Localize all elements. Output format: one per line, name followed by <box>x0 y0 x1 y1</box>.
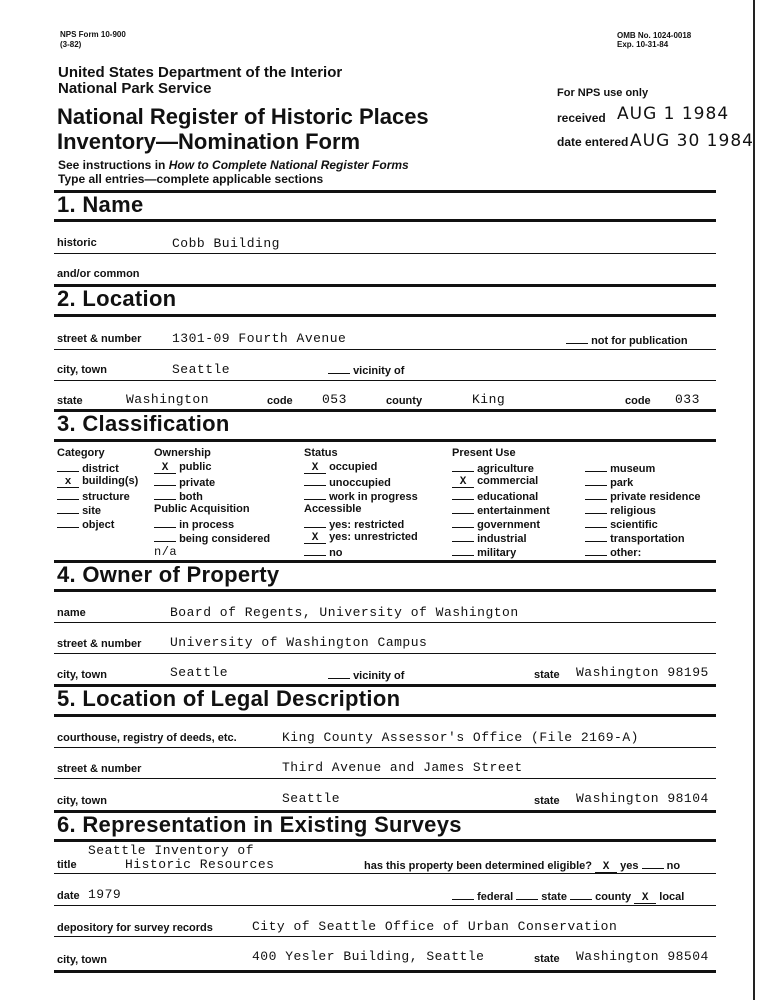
date-entered-label: date entered <box>557 135 629 149</box>
survey-level: federal state county X local <box>452 889 684 904</box>
form-revision: (3-82) <box>60 40 82 49</box>
street-label: street & number <box>57 333 142 345</box>
city-label: city, town <box>57 364 107 376</box>
field-line <box>54 747 716 748</box>
category-site: site <box>57 503 101 517</box>
survey-title-label: title <box>57 859 77 871</box>
field-line <box>54 905 716 906</box>
owner-street-label: street & number <box>57 638 142 650</box>
section-rule <box>54 839 716 842</box>
use-commercial: X commercial <box>452 475 538 488</box>
ownership-public: X public <box>154 461 211 474</box>
vicinity-label: vicinity of <box>328 363 404 377</box>
common-name-label: and/or common <box>57 268 140 280</box>
section-rule <box>54 219 716 222</box>
section-rule <box>54 314 716 317</box>
accessible-heading: Accessible <box>304 503 362 515</box>
section-rule <box>54 190 716 193</box>
survey-title-line2: Historic Resources <box>125 857 275 872</box>
depository-value: City of Seattle Office of Urban Conservation <box>252 919 618 934</box>
use-other: other: <box>585 545 641 559</box>
use-transportation: transportation <box>585 531 685 545</box>
instructions-line2: Type all entries—complete applicable sections <box>58 172 324 186</box>
section-3-title: 3. Classification <box>57 411 230 436</box>
category-district: district <box>57 461 119 475</box>
accessible-unrestricted: X yes: unrestricted <box>304 531 418 544</box>
historic-name: Cobb Building <box>172 236 280 251</box>
form-number: NPS Form 10-900 <box>60 30 126 39</box>
section-2-title: 2. Location <box>57 286 177 311</box>
owner-street-value: University of Washington Campus <box>170 635 428 650</box>
eligible-question: has this property been determined eligible? X yes no <box>364 860 681 873</box>
historic-label: historic <box>57 237 97 249</box>
survey-state-label: state <box>534 953 560 965</box>
courthouse-label: courthouse, registry of deeds, etc. <box>57 732 237 744</box>
expiration: Exp. 10-31-84 <box>617 40 669 49</box>
code-value: 053 <box>322 392 347 407</box>
courthouse-value: King County Assessor's Office (File 2169-A) <box>282 730 639 745</box>
agency-line1: United States Department of the Interior <box>58 64 343 81</box>
survey-title-line1: Seattle Inventory of <box>88 843 255 858</box>
received-label: received <box>557 111 606 125</box>
field-line <box>54 349 716 350</box>
section-rule <box>54 589 716 592</box>
acquisition-in-process: in process <box>154 517 234 531</box>
legal-city-value: Seattle <box>282 791 341 806</box>
field-line <box>54 936 716 937</box>
legal-street-label: street & number <box>57 763 142 775</box>
city-value: Seattle <box>172 362 231 377</box>
date-entered-stamp: AUG 30 1984 <box>630 131 754 151</box>
legal-state-value: Washington 98104 <box>576 791 709 806</box>
accessible-restricted: yes: restricted <box>304 517 404 531</box>
category-heading: Category <box>57 447 105 459</box>
not-for-publication: not for publication <box>566 333 688 347</box>
status-occupied: X occupied <box>304 461 377 474</box>
acquisition-note: n/a <box>154 545 178 559</box>
section-rule <box>54 714 716 717</box>
owner-name-label: name <box>57 607 86 619</box>
county-value: King <box>472 392 506 407</box>
section-rule <box>54 439 716 442</box>
category-buildings: x building(s) <box>57 475 138 488</box>
owner-vicinity: vicinity of <box>328 668 404 682</box>
section-rule <box>54 970 716 973</box>
legal-city-label: city, town <box>57 795 107 807</box>
omb-number: OMB No. 1024-0018 <box>617 31 692 40</box>
county-code-value: 033 <box>675 392 700 407</box>
nps-use-heading: For NPS use only <box>557 87 649 99</box>
county-label: county <box>386 395 423 407</box>
street-value: 1301-09 Fourth Avenue <box>172 331 347 346</box>
survey-state-value: Washington 98504 <box>576 949 709 964</box>
section-6-title: 6. Representation in Existing Surveys <box>57 812 462 837</box>
form-title-line2: Inventory—Nomination Form <box>57 129 361 154</box>
use-entertainment: entertainment <box>452 503 550 517</box>
section-5-title: 5. Location of Legal Description <box>57 686 401 711</box>
use-park: park <box>585 475 633 489</box>
use-government: government <box>452 517 540 531</box>
field-line <box>54 253 716 254</box>
survey-city-value: 400 Yesler Building, Seattle <box>252 949 485 964</box>
legal-state-label: state <box>534 795 560 807</box>
owner-state-value: Washington 98195 <box>576 665 709 680</box>
section-4-title: 4. Owner of Property <box>57 562 280 587</box>
status-work-in-progress: work in progress <box>304 489 418 503</box>
ownership-private: private <box>154 475 215 489</box>
field-line <box>54 873 716 874</box>
accessible-no: no <box>304 545 343 559</box>
field-line <box>54 622 716 623</box>
ownership-heading: Ownership <box>154 447 211 459</box>
survey-city-label: city, town <box>57 954 107 966</box>
instructions-line1: See instructions in How to Complete National Register Forms <box>58 158 409 172</box>
survey-date-value: 1979 <box>88 887 122 902</box>
use-scientific: scientific <box>585 517 658 531</box>
field-line <box>54 380 716 381</box>
present-use-heading: Present Use <box>452 447 516 459</box>
agency-line2: National Park Service <box>58 80 212 97</box>
owner-name-value: Board of Regents, University of Washington <box>170 605 519 620</box>
owner-city-label: city, town <box>57 669 107 681</box>
owner-state-label: state <box>534 669 560 681</box>
form-title-line1: National Register of Historic Places <box>57 104 429 129</box>
acquisition-being-considered: being considered <box>154 531 270 545</box>
field-line <box>54 778 716 779</box>
status-heading: Status <box>304 447 338 459</box>
public-acquisition-heading: Public Acquisition <box>154 503 250 515</box>
status-unoccupied: unoccupied <box>304 475 391 489</box>
ownership-both: both <box>154 489 203 503</box>
use-religious: religious <box>585 503 656 517</box>
section-1-title: 1. Name <box>57 192 144 217</box>
use-military: military <box>452 545 516 559</box>
code-label: code <box>267 395 293 407</box>
use-museum: museum <box>585 461 655 475</box>
use-industrial: industrial <box>452 531 527 545</box>
use-private-residence: private residence <box>585 489 701 503</box>
field-line <box>54 653 716 654</box>
county-code-label: code <box>625 395 651 407</box>
state-label: state <box>57 395 83 407</box>
survey-date-label: date <box>57 890 80 902</box>
state-value: Washington <box>126 392 210 407</box>
legal-street-value: Third Avenue and James Street <box>282 760 523 775</box>
use-educational: educational <box>452 489 538 503</box>
category-structure: structure <box>57 489 130 503</box>
owner-city-value: Seattle <box>170 665 229 680</box>
depository-label: depository for survey records <box>57 922 213 934</box>
received-stamp: AUG 1 1984 <box>617 104 730 124</box>
use-agriculture: agriculture <box>452 461 534 475</box>
category-object: object <box>57 517 114 531</box>
